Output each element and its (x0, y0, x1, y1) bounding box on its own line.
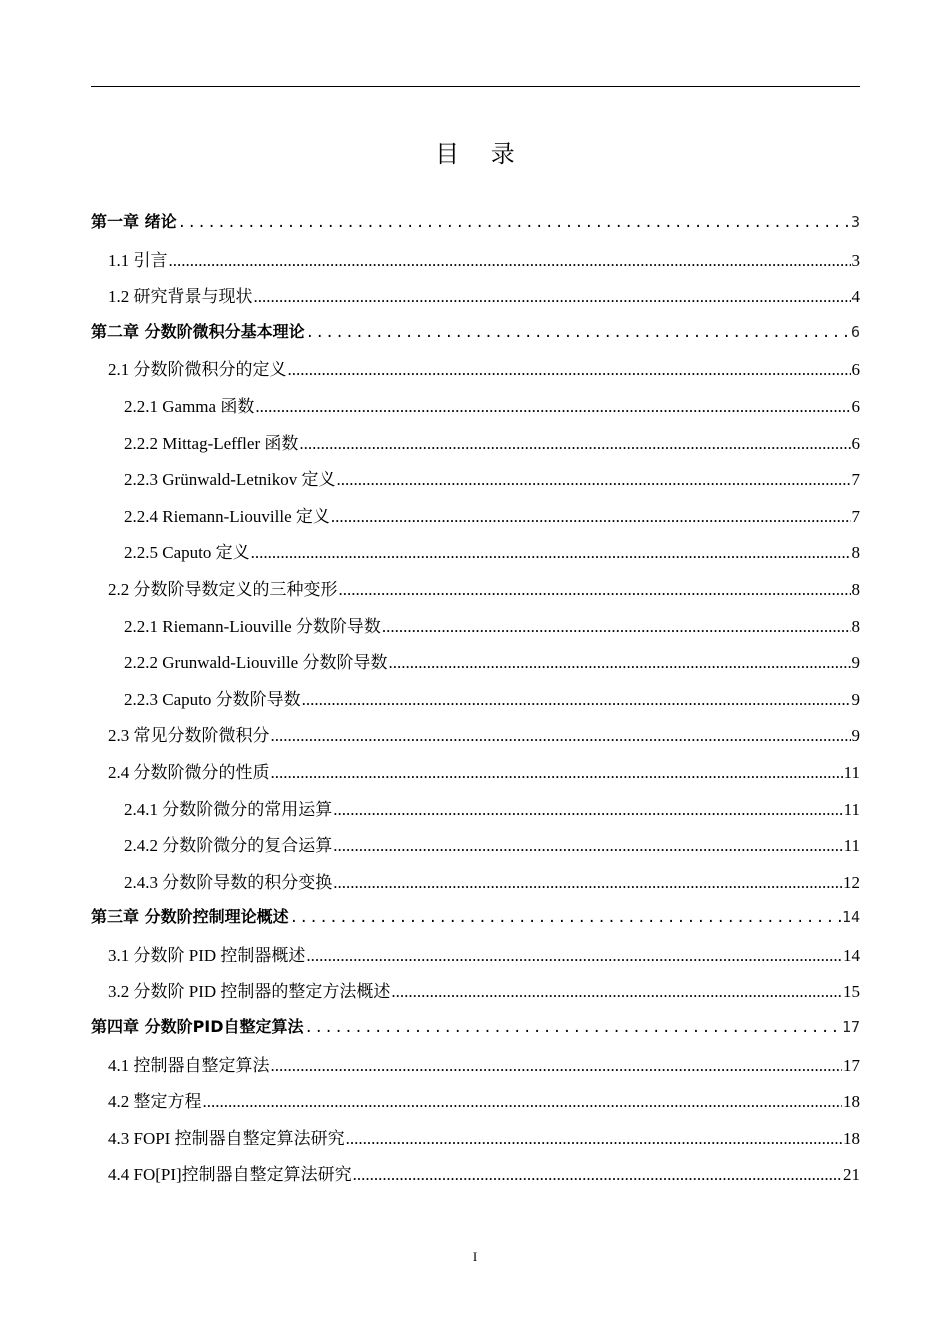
toc-entry-page: 9 (851, 689, 860, 709)
toc-entry[interactable] (91, 648, 860, 685)
toc-entry-page: 15 (843, 982, 860, 1002)
toc-entry-label: 2.4.3 分数阶导数的积分变换 (124, 872, 333, 892)
toc-entry-page: 7 (851, 506, 860, 526)
toc-entry-page: 18 (843, 1128, 860, 1148)
toc-dot-leader (255, 397, 850, 417)
table-of-contents (91, 209, 860, 1197)
toc-entry[interactable] (91, 355, 860, 392)
toc-entry[interactable] (91, 209, 860, 246)
toc-dot-leader (353, 1165, 842, 1185)
toc-entry-page: 6 (850, 322, 860, 341)
toc-entry-page: 14 (841, 908, 860, 927)
toc-entry[interactable] (91, 246, 860, 283)
toc-dot-leader (333, 800, 842, 820)
toc-dot-leader (331, 507, 851, 527)
toc-dot-leader (178, 215, 850, 231)
toc-entry-label: 2.2.3 Grünwald-Letnikov 定义 (124, 470, 336, 490)
toc-dot-leader (391, 982, 842, 1002)
toc-entry-page: 17 (841, 1018, 860, 1037)
toc-entry[interactable] (91, 1014, 860, 1051)
toc-entry-page: 3 (851, 250, 860, 270)
toc-entry-page: 7 (851, 470, 860, 490)
toc-entry[interactable] (91, 795, 860, 832)
toc-entry[interactable] (91, 282, 860, 319)
toc-entry-label: 2.3 常见分数阶微积分 (108, 726, 270, 746)
toc-entry-page: 18 (843, 1092, 860, 1112)
toc-entry[interactable] (91, 721, 860, 758)
toc-entry-label: 第三章 分数阶控制理论概述 (91, 907, 289, 927)
toc-dot-leader (333, 836, 842, 856)
toc-dot-leader (306, 946, 842, 966)
toc-entry-label: 2.2.1 Gamma 函数 (124, 396, 255, 416)
toc-entry-label: 3.2 分数阶 PID 控制器的整定方法概述 (108, 982, 391, 1002)
toc-entry[interactable] (91, 758, 860, 795)
toc-entry-page: 6 (851, 396, 860, 416)
toc-entry[interactable] (91, 831, 860, 868)
toc-dot-leader (306, 325, 850, 341)
toc-entry[interactable] (91, 1160, 860, 1197)
toc-entry[interactable] (91, 392, 860, 429)
toc-dot-leader (271, 763, 843, 783)
toc-entry-page: 21 (843, 1165, 860, 1185)
toc-entry-label: 1.1 引言 (108, 250, 168, 270)
toc-entry[interactable] (91, 1087, 860, 1124)
toc-entry-page: 8 (851, 543, 860, 563)
toc-entry-label: 2.2.4 Riemann-Liouville 定义 (124, 506, 330, 526)
toc-entry-page: 3 (850, 213, 860, 231)
toc-dot-leader (302, 690, 851, 710)
toc-entry-label: 2.2.1 Riemann-Liouville 分数阶导数 (124, 616, 381, 636)
toc-entry-page: 11 (843, 836, 860, 856)
toc-entry-label: 2.4.2 分数阶微分的复合运算 (124, 836, 333, 856)
toc-entry-label: 4.3 FOPI 控制器自整定算法研究 (108, 1128, 345, 1148)
toc-entry-page: 17 (843, 1055, 860, 1075)
toc-entry-page: 11 (843, 762, 860, 782)
toc-entry-page: 4 (851, 287, 860, 307)
toc-entry-label: 2.2.5 Caputo 定义 (124, 543, 250, 563)
toc-entry-label: 第一章 绪论 (91, 212, 177, 231)
toc-entry-page: 12 (843, 872, 860, 892)
toc-entry-label: 3.1 分数阶 PID 控制器概述 (108, 945, 306, 965)
toc-entry-page: 6 (851, 360, 860, 380)
toc-dot-leader (169, 251, 851, 271)
toc-entry[interactable] (91, 612, 860, 649)
toc-entry[interactable] (91, 465, 860, 502)
toc-entry-page: 9 (851, 726, 860, 746)
toc-dot-leader (339, 580, 851, 600)
toc-entry[interactable] (91, 1124, 860, 1161)
toc-entry[interactable] (91, 502, 860, 539)
toc-entry-label: 2.2.2 Mittag-Leffler 函数 (124, 433, 299, 453)
toc-entry[interactable] (91, 685, 860, 722)
toc-entry-label: 2.2 分数阶导数定义的三种变形 (108, 579, 338, 599)
toc-dot-leader (251, 543, 851, 563)
toc-entry[interactable] (91, 977, 860, 1014)
footer-page-number: I (472, 1249, 478, 1264)
toc-entry[interactable] (91, 1051, 860, 1088)
toc-dot-leader (299, 434, 850, 454)
toc-dot-leader (288, 360, 851, 380)
toc-entry[interactable] (91, 319, 860, 356)
toc-entry-label: 4.2 整定方程 (108, 1092, 202, 1112)
toc-entry[interactable] (91, 538, 860, 575)
toc-entry-label: 4.4 FO[PI]控制器自整定算法研究 (108, 1165, 352, 1185)
toc-dot-leader (337, 470, 851, 490)
toc-entry-page: 6 (851, 433, 860, 453)
toc-entry-label: 1.2 研究背景与现状 (108, 287, 253, 307)
toc-entry-label: 2.4.1 分数阶微分的常用运算 (124, 799, 333, 819)
toc-entry-page: 8 (851, 579, 860, 599)
toc-entry-label: 2.4 分数阶微分的性质 (108, 762, 270, 782)
toc-entry-page: 8 (851, 616, 860, 636)
toc-dot-leader (346, 1129, 842, 1149)
toc-entry-page: 14 (843, 945, 860, 965)
toc-dot-leader (382, 617, 851, 637)
toc-entry[interactable] (91, 904, 860, 941)
toc-entry[interactable] (91, 941, 860, 978)
toc-dot-leader (271, 1056, 843, 1076)
toc-dot-leader (290, 910, 841, 926)
toc-dot-leader (388, 653, 850, 673)
toc-entry[interactable] (91, 868, 860, 905)
toc-entry-page: 9 (851, 653, 860, 673)
header-rule (91, 86, 860, 87)
toc-entry-label: 第二章 分数阶微积分基本理论 (91, 321, 305, 341)
toc-entry-label: 2.2.3 Caputo 分数阶导数 (124, 689, 301, 709)
page-title: 目 录 (435, 140, 527, 168)
toc-dot-leader (254, 287, 851, 307)
toc-entry-label: 2.1 分数阶微积分的定义 (108, 360, 287, 380)
toc-entry-page: 11 (843, 799, 860, 819)
toc-dot-leader (305, 1020, 841, 1036)
toc-entry-label: 第四章 分数阶PID自整定算法 (91, 1017, 304, 1037)
toc-dot-leader (203, 1092, 843, 1112)
toc-entry-label: 4.1 控制器自整定算法 (108, 1055, 270, 1075)
toc-dot-leader (333, 873, 842, 893)
toc-entry[interactable] (91, 575, 860, 612)
toc-dot-leader (271, 726, 851, 746)
toc-entry[interactable] (91, 429, 860, 466)
toc-entry-label: 2.2.2 Grunwald-Liouville 分数阶导数 (124, 653, 388, 673)
